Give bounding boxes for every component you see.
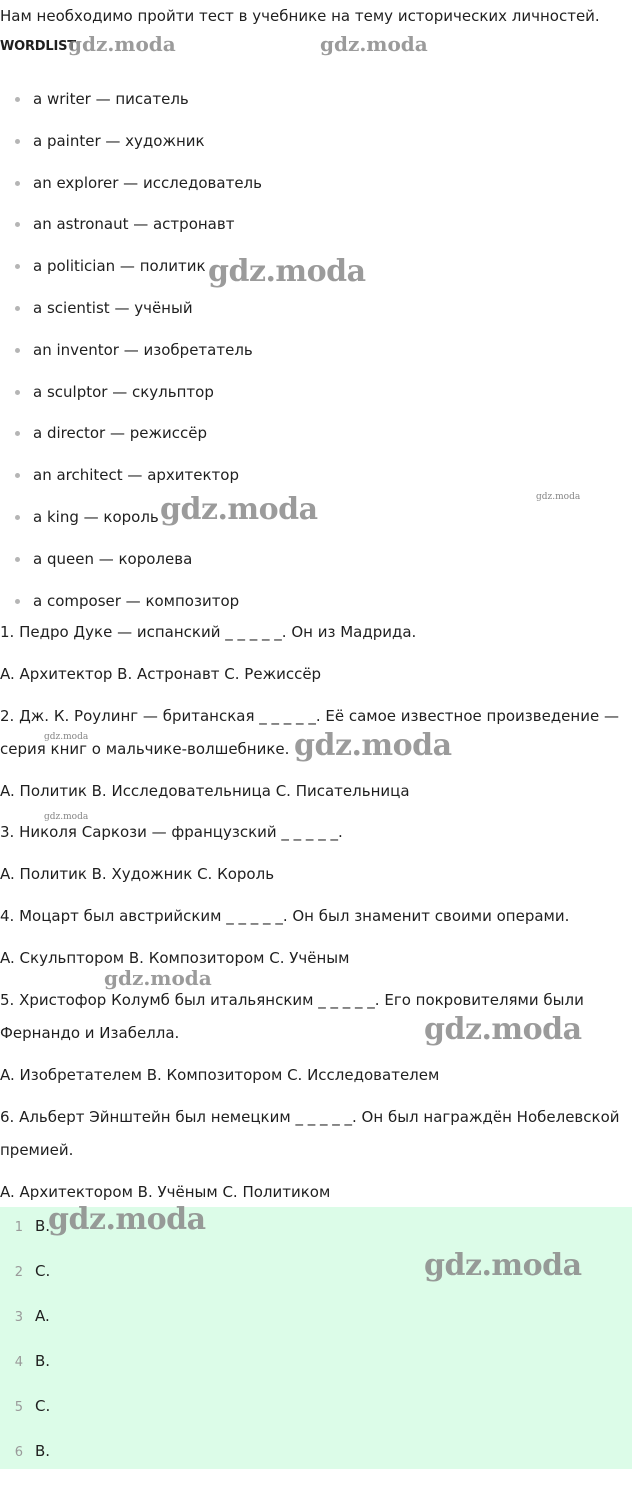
list-item [0, 89, 632, 131]
watermark-logo: gdz.moda [320, 32, 428, 56]
question-text: 1. Педро Дуке — испанский _ _ _ _ _. Он из Мадрида. [0, 623, 417, 641]
list-item [0, 340, 632, 382]
answer-row [0, 1349, 50, 1373]
bullet-icon [15, 473, 20, 478]
bullet-icon [15, 181, 20, 186]
word-entry: a scientist — учёный [33, 298, 193, 317]
watermark-logo: gdz.moda [424, 1248, 582, 1283]
watermark-logo: gdz.moda [48, 1202, 206, 1237]
answer-value: B. [35, 1352, 51, 1370]
bullet-icon [15, 599, 20, 604]
watermark-logo: gdz.moda [44, 812, 89, 822]
question-text: 4. Моцарт был австрийским _ _ _ _ _. Он был знаменит своими операми. [0, 907, 570, 925]
question-text: 2. Дж. К. Роулинг — британская _ _ _ _ _. Её самое известное произведение — серия книг о мальчике-волшебнике. [0, 707, 619, 758]
word-entry: a sculptor — скульптор [33, 382, 214, 401]
question-options: A. Изобретателем B. Композитором C. Исследователем [0, 1066, 440, 1084]
answer-value: C. [35, 1262, 51, 1280]
question-options: A. Политик B. Исследовательница C. Писательница [0, 782, 410, 800]
question-3 [0, 816, 625, 891]
list-item [0, 131, 632, 173]
word-entry: a composer — композитор [33, 591, 240, 610]
answer-value: A. [35, 1307, 50, 1325]
answer-number: 2 [14, 1265, 23, 1280]
watermark-logo: gdz.moda [44, 732, 89, 742]
watermark-logo: gdz.moda [68, 32, 176, 56]
word-entry: an explorer — исследователь [33, 173, 262, 192]
word-entry: a politician — политик [33, 257, 206, 276]
watermark-logo: gdz.moda [104, 966, 212, 990]
answer-value: C. [35, 1397, 51, 1415]
answer-row [0, 1304, 50, 1328]
bullet-icon [15, 222, 20, 227]
list-item [0, 423, 632, 465]
question-options: A. Архитектором B. Учёным C. Политиком [0, 1183, 331, 1201]
question-1 [0, 616, 625, 691]
watermark-logo: gdz.moda [424, 1012, 582, 1047]
question-options: A. Политик B. Художник C. Король [0, 865, 275, 883]
answer-number: 1 [14, 1220, 23, 1235]
bullet-icon [15, 306, 20, 311]
word-entry: an astronaut — астронавт [33, 215, 235, 234]
answers-box [0, 1207, 632, 1469]
answer-row [0, 1394, 50, 1418]
list-item [0, 382, 632, 424]
watermark-logo: gdz.moda [208, 254, 366, 289]
bullet-icon [15, 390, 20, 395]
question-6 [0, 1101, 625, 1209]
list-item [0, 298, 632, 340]
bullet-icon [15, 557, 20, 562]
bullet-icon [15, 431, 20, 436]
watermark-logo: gdz.moda [536, 492, 581, 502]
answer-row [0, 1214, 50, 1238]
answer-number: 4 [14, 1355, 23, 1370]
bullet-icon [15, 97, 20, 102]
word-entry: a director — режиссёр [33, 424, 207, 443]
bullet-icon [15, 515, 20, 520]
bullet-icon [15, 348, 20, 353]
list-item [0, 214, 632, 256]
word-entry: an inventor — изобретатель [33, 340, 253, 359]
answer-row [0, 1259, 50, 1283]
intro-text: Нам необходимо пройти тест в учебнике на тему исторических личностей. [0, 7, 600, 25]
bullet-icon [15, 139, 20, 144]
answer-row [0, 1439, 50, 1463]
watermark-logo: gdz.moda [294, 728, 452, 763]
word-entry: a king — король [33, 507, 159, 526]
answer-number: 6 [14, 1445, 23, 1460]
wordlist-title: WORDLIST [0, 39, 76, 54]
answer-value: B. [35, 1217, 51, 1235]
question-4 [0, 900, 625, 975]
question-text: 6. Альберт Эйнштейн был немецким _ _ _ _ _. Он был награждён Нобелевской премией. [0, 1108, 620, 1159]
answer-number: 3 [14, 1310, 23, 1325]
list-item [0, 173, 632, 215]
word-entry: an architect — архитектор [33, 466, 239, 485]
question-text: 3. Николя Саркози — французский _ _ _ _ _. [0, 823, 343, 841]
list-item [0, 549, 632, 591]
answer-value: B. [35, 1442, 51, 1460]
bullet-icon [15, 264, 20, 269]
word-entry: a painter — художник [33, 131, 205, 150]
question-options: A. Скульптором B. Композитором C. Учёным [0, 949, 350, 967]
word-entry: a writer — писатель [33, 90, 189, 108]
watermark-logo: gdz.moda [160, 492, 318, 527]
word-entry: a queen — королева [33, 549, 193, 568]
wordlist [0, 89, 632, 632]
question-options: A. Архитектор B. Астронавт C. Режиссёр [0, 665, 322, 683]
question-text: 5. Христофор Колумб был итальянским _ _ _ _ _. Его покровителями были Фернандо и Изабелла. [0, 991, 584, 1042]
answer-number: 5 [14, 1400, 23, 1415]
